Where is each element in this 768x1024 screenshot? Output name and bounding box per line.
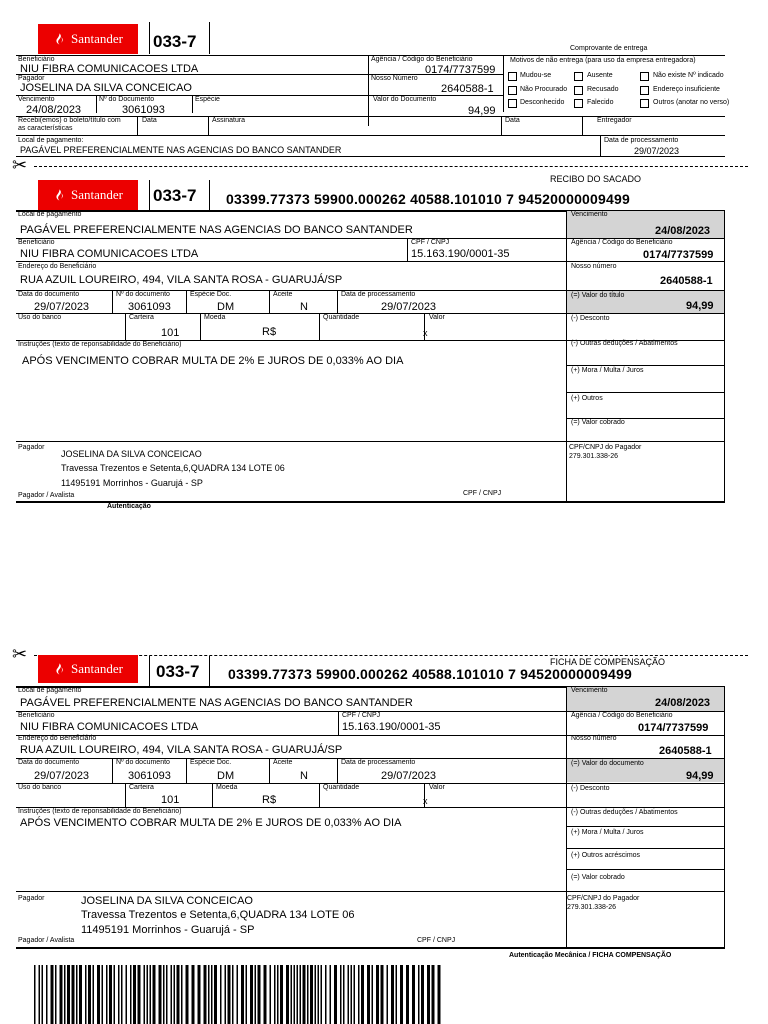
beneficiario-value: NIU FIBRA COMUNICACOES LTDA [20,248,199,260]
barcode-bar [118,965,120,1024]
barcode-bar [291,965,293,1024]
moeda-label: Moeda [216,784,238,791]
barcode-bar [274,965,276,1024]
barcode-bar [97,965,100,1024]
bank-name: Santander [71,187,123,202]
barcode-bar [181,965,183,1024]
desconto-label: (-) Desconto [571,785,610,792]
data-proc-value: 29/07/2023 [381,301,437,313]
especie-value: DM [217,770,235,782]
barcode-bar [204,965,207,1024]
barcode-bar [166,965,168,1024]
num-doc-value: 3061093 [128,770,171,782]
barcode-bar [307,965,309,1024]
barcode-bar [79,965,82,1024]
reason-checkbox-mudou[interactable] [508,72,517,81]
outros-label: (+) Outros [571,395,603,402]
recibo-title: RECIBO DO SACADO [550,174,642,184]
barcode-bar [277,965,279,1024]
reason-checkbox-outros[interactable] [640,99,649,108]
endereco-label: Endereço do Beneficiário [18,735,97,742]
barcode-bar [171,965,173,1024]
outras-deducoes-label: (-) Outras deduções / Abatimentos [571,340,678,347]
nosso-numero-value: 2640588-1 [441,83,494,95]
outros-acrescimos-label: (+) Outros acréscimos [571,852,641,859]
barcode-bar [421,965,424,1024]
nosso-numero-label: Nosso número [571,263,617,270]
especie-value: DM [217,301,235,313]
vencimento-value: 24/08/2023 [655,225,711,237]
barcode [34,965,444,1024]
reason-checkbox-desconhecido[interactable] [508,99,517,108]
barcode-bar [250,965,253,1024]
cpf-label: CPF / CNPJ [342,712,381,719]
vencimento-label: Vencimento [18,96,55,103]
beneficiario-label: Beneficiário [18,239,55,246]
barcode-bar [102,965,104,1024]
aceite-value: N [300,770,308,782]
barcode-bar [186,965,189,1024]
barcode-bar [286,965,289,1024]
pagador-endereco: Travessa Trezentos e Setenta,6,QUADRA 134 LOTE 06 [61,463,285,473]
barcode-bar [340,965,342,1024]
valor-doc-label: Valor do Documento [373,96,437,103]
pagador-label: Pagador [18,895,45,902]
autenticacao-label: Autenticação [107,503,151,510]
barcode-bar [418,965,420,1024]
especie-label: Espécie [195,96,220,103]
barcode-bar [376,965,379,1024]
barcode-bar [294,965,296,1024]
data-doc-label: Data do documento [18,759,80,766]
carteira-label: Carteira [129,784,154,791]
valor-x: x [423,328,428,338]
barcode-bar [237,965,239,1024]
barcode-bar [121,965,123,1024]
data-proc-label: Data de processamento [341,759,416,766]
cpf-pagador-label: CPF/CNPJ do Pagador [569,444,642,451]
reason-checkbox-falecido[interactable] [574,99,583,108]
barcode-bar [220,965,222,1024]
entregador-label: Entregador [597,117,632,124]
reason-label: Não existe Nº indicado [653,72,724,79]
reason-label: Endereço insuficiente [653,86,720,93]
barcode-bar [109,965,112,1024]
reason-label: Não Procurado [520,86,568,93]
comprovante-title: Comprovante de entrega [570,45,648,52]
uso-banco-label: Uso do banco [18,314,62,321]
santander-flame-icon [53,32,66,46]
barcode-bar [354,965,356,1024]
santander-logo [38,24,138,54]
barcode-bar [60,965,63,1024]
pagador-label: Pagador [18,75,45,82]
data-proc-label: Data de processamento [341,291,416,298]
valor-label: Valor [429,314,445,321]
santander-logo [38,655,138,683]
santander-flame-icon [53,188,66,202]
pagador-endereco: Travessa Trezentos e Setenta,6,QUADRA 134 LOTE 06 [81,909,355,921]
barcode-bar [114,965,116,1024]
quantidade-label: Quantidade [323,784,360,791]
especie-label: Espécie Doc. [190,291,232,298]
local-value: PAGÁVEL PREFERENCIALMENTE NAS AGENCIAS DO BANCO SANTANDER [20,145,342,155]
barcode-bar [177,965,180,1024]
avalista-label: Pagador / Avalista [18,492,75,499]
bank-code: 033-7 [153,186,197,205]
barcode-bar [85,965,87,1024]
beneficiario-value: NIU FIBRA COMUNICACOES LTDA [20,721,199,733]
barcode-bar [241,965,244,1024]
vencimento-label: Vencimento [571,687,608,694]
barcode-bar [214,965,217,1024]
barcode-bar [64,965,66,1024]
cpf-pagador-label: CPF/CNPJ do Pagador [567,895,640,902]
nosso-numero-value: 2640588-1 [659,745,712,757]
barcode-bar [208,965,210,1024]
valor-doc-value: 94,99 [468,105,496,117]
barcode-bar [159,965,162,1024]
pagador-value: JOSELINA DA SILVA CONCEICAO [20,82,192,94]
pagador-cidade: 11495191 Morrinhos - Guarujá - SP [61,478,203,488]
carteira-value: 101 [161,327,180,339]
reason-label: Mudou-se [520,72,552,79]
reason-checkbox-endereco[interactable] [640,86,649,95]
barcode-bar [130,965,132,1024]
data-entrega-label: Data [505,117,520,124]
barcode-bar [246,965,248,1024]
avalista-label: Pagador / Avalista [18,937,75,944]
instrucoes-label: Instruções (texto de reponsabilidade do Beneficiário) [18,808,182,815]
barcode-bar [264,965,267,1024]
barcode-bar [300,965,302,1024]
moeda-value: R$ [262,794,277,806]
digitable-line: 03399.77373 59900.000262 40588.101010 7 94520000009499 [226,191,630,207]
bank-code: 033-7 [153,32,197,51]
barcode-bar [400,965,403,1024]
num-doc-value: 3061093 [122,104,165,116]
barcode-bar [88,965,91,1024]
beneficiario-label: Beneficiário [18,712,55,719]
agencia-label: Agência / Código do Beneficiário [571,239,673,246]
barcode-bar [330,965,332,1024]
endereco-value: RUA AZUIL LOUREIRO, 494, VILA SANTA ROSA - GUARUJÁ/SP [20,274,343,286]
nosso-numero-value: 2640588-1 [660,275,713,287]
data-doc-value: 29/07/2023 [34,770,90,782]
bank-name: Santander [71,661,123,676]
santander-flame-icon [53,662,66,676]
barcode-bar [297,965,299,1024]
valor-documento-label: (=) Valor do documento [571,760,644,767]
agencia-label: Agência / Código do Beneficiário [571,712,673,719]
barcode-bar [343,965,345,1024]
barcode-bar [39,965,41,1024]
barcode-bar [126,965,128,1024]
reason-label: Outros (anotar no verso) [653,99,730,106]
vencimento-label: Vencimento [571,211,608,218]
barcode-bar [438,965,441,1024]
barcode-bar [72,965,75,1024]
valor-titulo-value: 94,99 [686,300,714,312]
outras-deducoes-label: (-) Outras deduções / Abatimentos [571,809,678,816]
barcode-bar [318,965,320,1024]
barcode-bar [391,965,394,1024]
reason-checkbox-nao-existe[interactable] [640,72,649,81]
barcode-bar [225,965,227,1024]
reason-label: Ausente [587,72,613,79]
aceite-value: N [300,301,308,313]
barcode-bar [153,965,156,1024]
barcode-bar [93,965,95,1024]
num-doc-label: Nº do documento [116,291,170,298]
local-label: Local de pagamento: [18,137,84,144]
barcode-bar [432,965,435,1024]
carteira-value: 101 [161,794,180,806]
moeda-value: R$ [262,326,277,338]
valor-documento-value: 94,99 [686,770,714,782]
num-doc-label: Nº do documento [116,759,170,766]
local-label: Local de pagamento [18,687,82,694]
digitable-line: 03399.77373 59900.000262 40588.101010 7 94520000009499 [228,666,632,682]
instrucoes-value: APÓS VENCIMENTO COBRAR MULTA DE 2% E JUROS DE 0,033% AO DIA [22,355,404,367]
pagador-cidade: 11495191 Morrinhos - Guarujá - SP [81,924,255,936]
uso-banco-label: Uso do banco [18,784,62,791]
barcode-bar [412,965,415,1024]
cpf-value: 15.163.190/0001-35 [342,721,441,733]
pagador-label: Pagador [18,444,45,451]
vencimento-value: 24/08/2023 [26,104,82,116]
barcode-bar [348,965,350,1024]
aceite-label: Aceite [273,759,293,766]
valor-x: x [423,796,428,806]
barcode-bar [133,965,136,1024]
barcode-bar [198,965,201,1024]
barcode-bar [321,965,323,1024]
data-proc-value: 29/07/2023 [634,146,680,156]
barcode-bar [351,965,353,1024]
aceite-label: Aceite [273,291,293,298]
barcode-bar [144,965,146,1024]
barcode-bar [138,965,141,1024]
barcode-bar [396,965,398,1024]
barcode-bar [406,965,409,1024]
barcode-bar [315,965,317,1024]
mora-label: (+) Mora / Multa / Juros [571,367,644,374]
barcode-bar [106,965,108,1024]
barcode-bar [367,965,370,1024]
barcode-bar [232,965,234,1024]
cpf-pagador-value: 279.301.338-26 [567,904,617,911]
pagador-nome: JOSELINA DA SILVA CONCEICAO [81,895,253,907]
reason-label: Desconhecido [520,99,565,106]
reason-label: Recusado [587,86,619,93]
mora-label: (+) Mora / Multa / Juros [571,829,644,836]
carteira-label: Carteira [129,314,154,321]
barcode-bar [270,965,272,1024]
data-proc-label: Data de processamento [604,137,679,144]
barcode-bar [228,965,231,1024]
motivos-label: Motivos de não entrega (para uso da empresa entregadora) [510,57,696,64]
instrucoes-label: Instruções (texto de reponsabilidade do Beneficiário) [18,341,182,348]
reason-checkbox-nao-procurado[interactable] [508,86,517,95]
valor-cobrado-label: (=) Valor cobrado [571,419,625,426]
autenticacao-mecanica-label: Autenticação Mecânica / FICHA COMPENSAÇÃO [509,952,672,959]
valor-titulo-label: (=) Valor do título [571,292,625,299]
agencia-value: 0174/7737599 [643,249,714,261]
barcode-bar [255,965,257,1024]
valor-cobrado-label: (=) Valor cobrado [571,874,625,881]
assinatura-label: Assinatura [212,117,246,124]
reason-checkbox-recusado[interactable] [574,86,583,95]
moeda-label: Moeda [204,314,226,321]
agencia-label: Agência / Código do Beneficiário [371,56,473,63]
cpf-value: 15.163.190/0001-35 [411,248,510,260]
barcode-bar [46,965,48,1024]
data-label: Data [142,117,157,124]
barcode-bar [211,965,213,1024]
ficha-title: FICHA DE COMPENSAÇÃO [550,657,666,667]
data-doc-label: Data do documento [18,291,80,298]
barcode-bar [67,965,70,1024]
reason-checkbox-ausente[interactable] [574,72,583,81]
beneficiario-value: NIU FIBRA COMUNICACOES LTDA [20,63,199,75]
data-proc-value: 29/07/2023 [381,770,437,782]
especie-label: Espécie Doc. [190,759,232,766]
nosso-numero-label: Nosso Número [371,75,418,82]
barcode-bar [76,965,78,1024]
cpf-cnpj-label: CPF / CNPJ [463,490,502,497]
endereco-label: Endereço do Beneficiário [18,263,97,270]
local-value: PAGÁVEL PREFERENCIALMENTE NAS AGENCIAS DO BANCO SANTANDER [20,697,413,709]
barcode-bar [258,965,261,1024]
bank-code: 033-7 [156,662,200,681]
cpf-pagador-value: 279.301.338-26 [569,453,619,460]
barcode-bar [192,965,195,1024]
desconto-label: (-) Desconto [571,315,610,322]
instrucoes-value: APÓS VENCIMENTO COBRAR MULTA DE 2% E JUROS DE 0,033% AO DIA [20,817,402,829]
santander-logo [38,180,138,210]
endereco-value: RUA AZUIL LOUREIRO, 494, VILA SANTA ROSA - GUARUJÁ/SP [20,744,343,756]
barcode-bar [387,965,389,1024]
local-label: Local de pagamento [18,211,82,218]
valor-label: Valor [429,784,445,791]
scissors-icon: ✂ [12,155,28,175]
quantidade-label: Quantidade [323,314,360,321]
scissors-icon: ✂ [12,644,28,664]
barcode-bar [334,965,337,1024]
barcode-bar [361,965,364,1024]
cpf-cnpj-label: CPF / CNPJ [417,937,456,944]
barcode-bar [51,965,54,1024]
num-doc-value: 3061093 [128,301,171,313]
barcode-bar [150,965,152,1024]
barcode-bar [325,965,327,1024]
reason-label: Falecido [587,99,614,106]
barcode-bar [381,965,384,1024]
recebemos-label: Recebi(emos) o boleto/título com as características [18,117,121,132]
local-value: PAGÁVEL PREFERENCIALMENTE NAS AGENCIAS DO BANCO SANTANDER [20,224,413,236]
barcode-bar [163,965,165,1024]
barcode-bar [372,965,374,1024]
barcode-bar [55,965,57,1024]
beneficiario-label: Beneficiário [18,56,55,63]
cpf-label: CPF / CNPJ [411,239,450,246]
data-doc-value: 29/07/2023 [34,301,90,313]
agencia-value: 0174/7737599 [638,722,709,734]
bank-name: Santander [71,31,123,46]
pagador-nome: JOSELINA DA SILVA CONCEICAO [61,449,202,459]
barcode-bar [174,965,176,1024]
barcode-bar [34,965,36,1024]
num-doc-label: Nº do Documento [99,96,155,103]
barcode-bar [358,965,360,1024]
agencia-value: 0174/7737599 [425,64,496,76]
barcode-bar [280,965,283,1024]
barcode-bar [147,965,149,1024]
barcode-bar [303,965,306,1024]
barcode-bar [310,965,313,1024]
nosso-numero-label: Nosso número [571,735,617,742]
barcode-bar [42,965,44,1024]
vencimento-value: 24/08/2023 [655,697,711,709]
barcode-bar [427,965,430,1024]
